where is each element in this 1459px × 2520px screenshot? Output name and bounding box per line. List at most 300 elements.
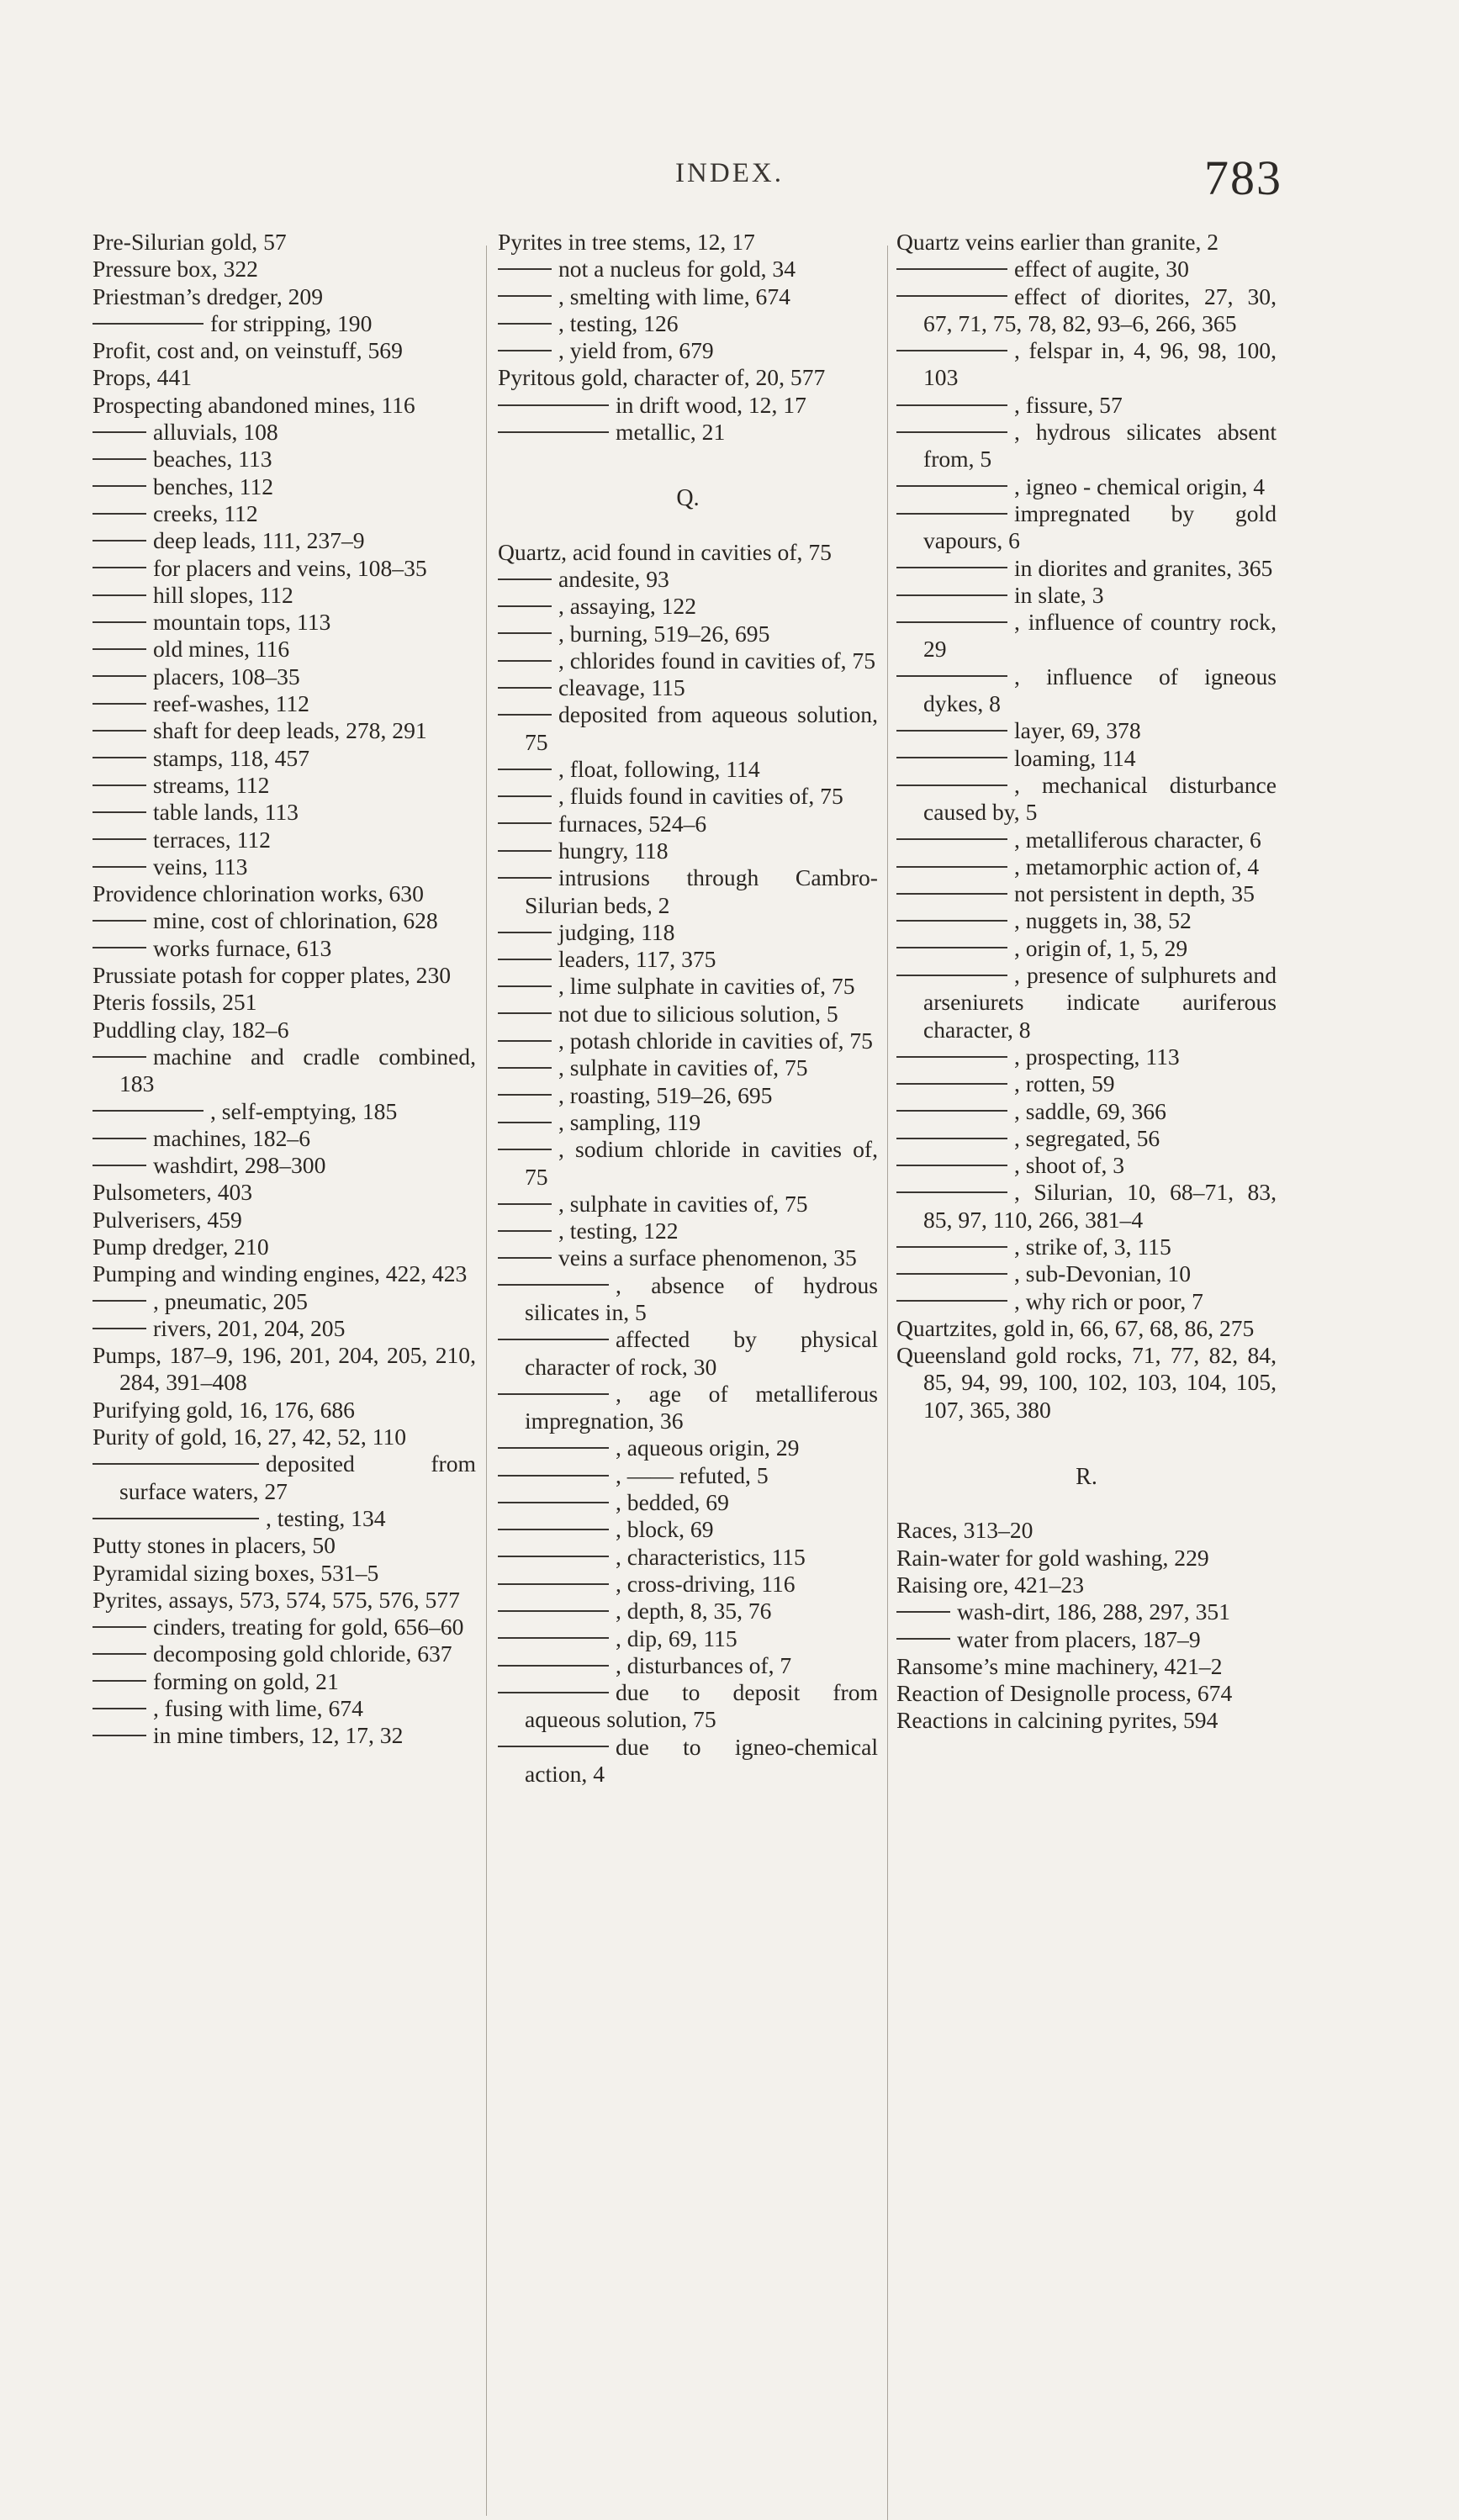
entry-text: , float, following, 114: [558, 756, 760, 783]
entry-text: Pulverisers, 459: [93, 1206, 242, 1233]
index-entry: [93, 880, 476, 907]
index-subentry: [498, 973, 878, 1000]
ditto-dash: [93, 567, 146, 568]
ditto-dash: [93, 1328, 146, 1329]
entry-text: Quartz, acid found in cavities of, 75: [498, 538, 832, 565]
index-subentry: [498, 1381, 878, 1435]
entry-text: Prospecting abandoned mines, 116: [93, 391, 415, 418]
entry-text: rivers, 201, 204, 205: [153, 1314, 346, 1341]
entry-text: , fusing with lime, 674: [153, 1695, 363, 1722]
ditto-dash: [93, 1626, 146, 1628]
ditto-dash: [896, 1056, 1007, 1058]
index-subentry: [93, 527, 476, 554]
ditto-dash: [498, 632, 552, 634]
index-subentry: [896, 1260, 1277, 1287]
index-subentry: [896, 555, 1277, 582]
entry-text: deep leads, 111, 237–9: [153, 527, 365, 554]
entry-text: , igneo - chemical origin, 4: [1014, 473, 1266, 499]
ditto-dash: [498, 1040, 552, 1042]
index-subentry: [93, 745, 476, 772]
entry-text: , smelting with lime, 674: [558, 283, 790, 309]
index-subentry: [498, 1326, 878, 1381]
index-subentry: [93, 1315, 476, 1342]
ditto-dash: [498, 769, 552, 770]
entry-text: water from placers, 187–9: [957, 1625, 1201, 1652]
index-entry: [896, 1545, 1277, 1572]
index-subentry: [896, 256, 1277, 283]
index-subentry: [498, 1054, 878, 1081]
entry-text: , influence of country rock, 29: [923, 609, 1277, 663]
section-letter-heading: R.: [1076, 1464, 1097, 1491]
ditto-dash: [896, 730, 1007, 732]
entry-text: Pressure box, 322: [93, 256, 258, 283]
index-subentry: [498, 621, 878, 647]
index-subentry: [896, 907, 1277, 934]
ditto-dash: [93, 1056, 146, 1058]
ditto-dash: [896, 838, 1007, 840]
index-subentry: [498, 1652, 878, 1679]
index-subentry: [93, 1043, 476, 1098]
index-subentry: [93, 310, 476, 337]
ditto-dash: [93, 513, 146, 515]
index-entry: [93, 962, 476, 989]
index-entry: [93, 1560, 476, 1587]
entry-text: , lime sulphate in cavities of, 75: [558, 973, 855, 1000]
index-subentry: [93, 1695, 476, 1722]
index-subentry: [896, 419, 1277, 473]
ditto-dash: [896, 567, 1007, 568]
entry-text: in slate, 3: [1014, 581, 1104, 608]
index-subentry: [93, 1450, 476, 1505]
ditto-dash: [896, 621, 1007, 623]
ditto-dash: [498, 1665, 609, 1667]
ditto-dash: [896, 1611, 950, 1613]
page-number: 783: [1204, 151, 1282, 205]
entry-text: , pneumatic, 205: [153, 1287, 308, 1314]
ditto-dash: [93, 866, 146, 868]
entry-text: stamps, 118, 457: [153, 744, 310, 771]
ditto-dash: [93, 1300, 146, 1302]
entry-text: Putty stones in placers, 50: [93, 1532, 336, 1559]
entry-text: benches, 112: [153, 473, 274, 499]
index-subentry: [93, 1098, 476, 1125]
index-subentry: [896, 582, 1277, 609]
index-subentry: [498, 283, 878, 310]
ditto-dash: [498, 1393, 609, 1395]
index-subentry: [498, 837, 878, 864]
ditto-dash: [896, 485, 1007, 487]
index-subentry: [498, 1109, 878, 1136]
entry-text: Priestman’s dredger, 209: [93, 283, 324, 309]
ditto-dash: [498, 1257, 552, 1259]
ditto-dash: [896, 893, 1007, 895]
index-subentry: [896, 827, 1277, 853]
ditto-dash: [498, 687, 552, 689]
index-subentry: [93, 663, 476, 690]
ditto-dash: [498, 959, 552, 960]
entry-text: , fissure, 57: [1014, 391, 1123, 418]
ditto-dash: [896, 268, 1007, 270]
index-entry: [498, 539, 878, 566]
ditto-dash: [498, 1637, 609, 1639]
entry-text: Profit, cost and, on veinstuff, 569: [93, 337, 403, 364]
index-subentry: [498, 1244, 878, 1271]
index-entry: [93, 337, 476, 364]
entry-text: , testing, 122: [558, 1218, 679, 1244]
entry-text: Pumping and winding engines, 422, 423: [93, 1260, 468, 1287]
index-subentry: [498, 1571, 878, 1598]
ditto-dash: [498, 1230, 552, 1232]
index-subentry: [93, 446, 476, 473]
entry-text: deposited from aqueous solution, 75: [525, 701, 878, 755]
entry-text: Races, 313–20: [896, 1517, 1033, 1544]
entry-text: , fluids found in cavities of, 75: [558, 783, 843, 810]
ditto-dash: [498, 1447, 609, 1449]
ditto-dash: [498, 877, 552, 879]
index-subentry: [498, 392, 878, 419]
ditto-dash: [896, 757, 1007, 758]
index-subentry: [93, 1668, 476, 1695]
index-subentry: [896, 935, 1277, 962]
entry-text: Pumps, 187–9, 196, 201, 204, 205, 210, 284, 391–408: [93, 1342, 476, 1396]
entry-text: forming on gold, 21: [153, 1667, 339, 1694]
entry-text: terraces, 112: [153, 826, 271, 853]
ditto-dash: [498, 1583, 609, 1585]
ditto-dash: [896, 1273, 1007, 1275]
ditto-dash: [93, 594, 146, 596]
index-subentry: [498, 256, 878, 283]
ditto-dash: [498, 605, 552, 607]
ditto-dash: [498, 932, 552, 933]
entry-text: , characteristics, 115: [616, 1543, 806, 1570]
entry-text: shaft for deep leads, 278, 291: [153, 717, 427, 744]
ditto-dash: [498, 431, 609, 433]
entry-text: , hydrous silicates absent from, 5: [923, 419, 1277, 473]
index-subentry: [93, 636, 476, 663]
index-subentry: [498, 1544, 878, 1571]
index-entry: [896, 229, 1277, 256]
index-entry: [93, 256, 476, 283]
index-subentry: [896, 1179, 1277, 1234]
entry-text: creeks, 112: [153, 499, 258, 526]
ditto-dash: [498, 1149, 552, 1150]
index-subentry: [93, 907, 476, 934]
ditto-dash: [93, 920, 146, 922]
index-subentry: [498, 919, 878, 946]
index-subentry: [93, 1152, 476, 1179]
ditto-dash: [498, 1610, 609, 1612]
entry-text: , —— refuted, 5: [616, 1461, 769, 1488]
ditto-dash: [93, 675, 146, 677]
entry-text: , sulphate in cavities of, 75: [558, 1054, 808, 1081]
entry-text: Ransome’s mine machinery, 421–2: [896, 1652, 1223, 1679]
entry-text: Pulsometers, 403: [93, 1179, 253, 1206]
index-subentry: [896, 745, 1277, 772]
index-entry: [93, 283, 476, 310]
index-subentry: [498, 1191, 878, 1218]
ditto-dash: [498, 1094, 552, 1096]
index-entry: [93, 364, 476, 391]
index-subentry: [896, 392, 1277, 419]
index-column-3: [896, 229, 1277, 1735]
index-subentry: [896, 1043, 1277, 1070]
ditto-dash: [498, 1339, 609, 1340]
entry-text: , prospecting, 113: [1014, 1043, 1180, 1070]
ditto-dash: [498, 1284, 609, 1286]
entry-text: , Silurian, 10, 68–71, 83, 85, 97, 110, 266, 381–4: [923, 1179, 1277, 1233]
index-subentry: [93, 935, 476, 962]
ditto-dash: [498, 1012, 552, 1014]
index-subentry: [896, 1152, 1277, 1179]
entry-text: hill slopes, 112: [153, 581, 293, 608]
index-subentry: [896, 1288, 1277, 1315]
ditto-dash: [498, 1529, 609, 1530]
entry-text: veins a surface phenomenon, 35: [558, 1244, 857, 1271]
index-subentry: [896, 1125, 1277, 1152]
entry-text: , bedded, 69: [616, 1489, 729, 1516]
index-entry: [93, 1397, 476, 1424]
entry-text: washdirt, 298–300: [153, 1152, 326, 1179]
index-subentry: [93, 1614, 476, 1640]
index-subentry: [93, 473, 476, 500]
entry-text: old mines, 116: [153, 636, 290, 663]
entry-text: effect of augite, 30: [1014, 256, 1189, 283]
index-subentry: [498, 1679, 878, 1734]
ditto-dash: [896, 675, 1007, 677]
index-subentry: [93, 1288, 476, 1315]
entry-text: , segregated, 56: [1014, 1124, 1160, 1151]
entry-text: Puddling clay, 182–6: [93, 1016, 289, 1043]
ditto-dash: [93, 540, 146, 542]
index-subentry: [896, 473, 1277, 500]
entry-text: Pre-Silurian gold, 57: [93, 229, 287, 255]
entry-text: Pyrites in tree stems, 12, 17: [498, 229, 755, 255]
index-subentry: [896, 772, 1277, 827]
ditto-dash: [93, 1165, 146, 1166]
ditto-dash: [896, 350, 1007, 351]
ditto-dash: [93, 1680, 146, 1682]
index-subentry: [896, 337, 1277, 392]
index-column-1: [93, 229, 476, 1750]
entry-text: works furnace, 613: [153, 934, 332, 961]
entry-text: intrusions through Cambro-Silurian beds, 2: [525, 864, 878, 918]
entry-text: , roasting, 519–26, 695: [558, 1081, 773, 1108]
ditto-dash: [498, 1556, 609, 1557]
index-entry: [896, 1680, 1277, 1707]
index-subentry: [896, 1234, 1277, 1260]
ditto-dash: [498, 1067, 552, 1069]
entry-text: , sodium chloride in cavities of, 75: [525, 1136, 878, 1190]
entry-text: , potash chloride in cavities of, 75: [558, 1028, 873, 1054]
entry-text: metallic, 21: [616, 419, 726, 446]
entry-text: , shoot of, 3: [1014, 1152, 1125, 1179]
entry-text: cinders, treating for gold, 656–60: [153, 1614, 464, 1640]
index-entry: [498, 364, 878, 391]
index-subentry: [93, 717, 476, 744]
entry-text: , self-emptying, 185: [210, 1097, 398, 1124]
entry-text: judging, 118: [558, 918, 675, 945]
entry-text: Pump dredger, 210: [93, 1233, 269, 1260]
entry-text: , sulphate in cavities of, 75: [558, 1190, 808, 1217]
ditto-dash: [93, 1735, 146, 1736]
entry-text: in drift wood, 12, 17: [616, 391, 806, 418]
ditto-dash: [498, 822, 552, 824]
index-subentry: [896, 1098, 1277, 1125]
entry-text: Providence chlorination works, 630: [93, 880, 424, 907]
index-subentry: [498, 1489, 878, 1516]
entry-text: , why rich or poor, 7: [1014, 1287, 1203, 1314]
index-subentry: [498, 756, 878, 783]
entry-text: Pyritous gold, character of, 20, 577: [498, 364, 826, 391]
entry-text: not persistent in depth, 35: [1014, 880, 1255, 907]
ditto-dash: [93, 485, 146, 487]
index-subentry: [498, 566, 878, 593]
index-subentry: [93, 772, 476, 799]
ditto-dash: [498, 1502, 609, 1503]
ditto-dash: [896, 947, 1007, 948]
index-subentry: [93, 1640, 476, 1667]
running-head: INDEX.: [675, 158, 784, 188]
index-subentry: [93, 690, 476, 717]
index-subentry: [498, 1082, 878, 1109]
index-entry: [498, 229, 878, 256]
index-entry: [93, 1342, 476, 1397]
entry-text: Purifying gold, 16, 176, 686: [93, 1396, 355, 1423]
index-subentry: [93, 582, 476, 609]
entry-text: due to igneo-chemical action, 4: [525, 1733, 878, 1788]
index-subentry: [498, 1028, 878, 1054]
index-entry: [93, 1260, 476, 1287]
section-letter-heading: Q.: [676, 485, 700, 512]
ditto-dash: [498, 795, 552, 797]
ditto-dash: [498, 1203, 552, 1205]
index-subentry: [93, 609, 476, 636]
entry-text: not due to silicious solution, 5: [558, 1000, 838, 1027]
entry-text: , rotten, 59: [1014, 1070, 1115, 1097]
entry-text: Props, 441: [93, 364, 193, 391]
index-subentry: [498, 593, 878, 620]
ditto-dash: [93, 785, 146, 786]
ditto-dash: [896, 404, 1007, 406]
entry-text: cleavage, 115: [558, 674, 685, 701]
entry-text: , origin of, 1, 5, 29: [1014, 934, 1188, 961]
index-subentry: [498, 647, 878, 674]
entry-text: Prussiate potash for copper plates, 230: [93, 962, 452, 989]
ditto-dash: [896, 295, 1007, 297]
ditto-dash: [93, 648, 146, 650]
entry-text: Quartzites, gold in, 66, 67, 68, 86, 275: [896, 1314, 1255, 1341]
entry-text: table lands, 113: [153, 799, 299, 826]
entry-text: , block, 69: [616, 1516, 714, 1543]
ditto-dash: [93, 1653, 146, 1655]
index-subentry: [896, 1598, 1277, 1625]
ditto-dash: [498, 985, 552, 987]
entry-text: , assaying, 122: [558, 593, 697, 620]
index-entry: [896, 1653, 1277, 1680]
entry-text: , disturbances of, 7: [616, 1651, 792, 1678]
entry-text: , dip, 69, 115: [616, 1625, 737, 1651]
entry-text: , age of metalliferous impregnation, 36: [525, 1380, 878, 1434]
ditto-dash: [498, 350, 552, 351]
ditto-dash: [93, 703, 146, 705]
entry-text: machines, 182–6: [153, 1124, 310, 1151]
ditto-dash: [896, 431, 1007, 433]
entry-text: , mechanical disturbance caused by, 5: [923, 771, 1277, 826]
index-subentry: [498, 1516, 878, 1543]
index-entry: [93, 1179, 476, 1206]
ditto-dash: [93, 621, 146, 623]
index-subentry: [498, 1136, 878, 1191]
entry-text: mountain tops, 113: [153, 609, 331, 636]
entry-text: not a nucleus for gold, 34: [558, 256, 796, 283]
entry-text: , depth, 8, 35, 76: [616, 1598, 772, 1625]
ditto-dash: [93, 1518, 259, 1519]
ditto-dash: [498, 1122, 552, 1123]
ditto-dash: [498, 1746, 609, 1747]
entry-text: , metalliferous character, 6: [1014, 826, 1261, 853]
entry-text: furnaces, 524–6: [558, 810, 707, 837]
ditto-dash: [896, 1638, 950, 1640]
entry-text: placers, 108–35: [153, 663, 300, 689]
ditto-dash: [896, 1300, 1007, 1302]
index-subentry: [498, 337, 878, 364]
ditto-dash: [93, 458, 146, 460]
column-divider: [887, 246, 888, 2520]
ditto-dash: [896, 1165, 1007, 1166]
index-subentry: [498, 1462, 878, 1489]
ditto-dash: [498, 850, 552, 852]
entry-text: Purity of gold, 16, 27, 42, 52, 110: [93, 1424, 407, 1450]
index-subentry: [498, 1625, 878, 1652]
column-divider: [486, 246, 487, 2516]
index-entry: [93, 1234, 476, 1260]
index-entry: [93, 392, 476, 419]
index-subentry: [498, 701, 878, 756]
entry-text: , testing, 134: [266, 1504, 386, 1531]
ditto-dash: [93, 757, 146, 758]
ditto-dash: [896, 1191, 1007, 1193]
entry-text: due to deposit from aqueous solution, 75: [525, 1679, 878, 1733]
ditto-dash: [896, 920, 1007, 922]
index-subentry: [93, 419, 476, 446]
entry-text: loaming, 114: [1014, 744, 1136, 771]
index-subentry: [93, 555, 476, 582]
entry-text: , absence of hydrous silicates in, 5: [525, 1271, 878, 1325]
ditto-dash: [93, 947, 146, 948]
index-subentry: [896, 500, 1277, 555]
index-subentry: [93, 1722, 476, 1749]
entry-text: Pyramidal sizing boxes, 531–5: [93, 1559, 379, 1586]
index-subentry: [896, 663, 1277, 718]
ditto-dash: [498, 1692, 609, 1693]
entry-text: Raising ore, 421–23: [896, 1571, 1085, 1598]
entry-text: machine and cradle combined, 183: [119, 1043, 476, 1097]
index-subentry: [896, 1070, 1277, 1097]
ditto-dash: [93, 1138, 146, 1139]
ditto-dash: [896, 866, 1007, 868]
index-entry: [93, 1017, 476, 1043]
index-subentry: [498, 864, 878, 919]
ditto-dash: [896, 513, 1007, 515]
entry-text: mine, cost of chlorination, 628: [153, 907, 438, 934]
entry-text: Pteris fossils, 251: [93, 989, 257, 1016]
entry-text: , strike of, 3, 115: [1014, 1233, 1171, 1260]
entry-text: for placers and veins, 108–35: [153, 554, 427, 581]
index-entry: [896, 1342, 1277, 1424]
index-subentry: [93, 853, 476, 880]
index-entry: [93, 1587, 476, 1614]
index-entry: [93, 1532, 476, 1559]
